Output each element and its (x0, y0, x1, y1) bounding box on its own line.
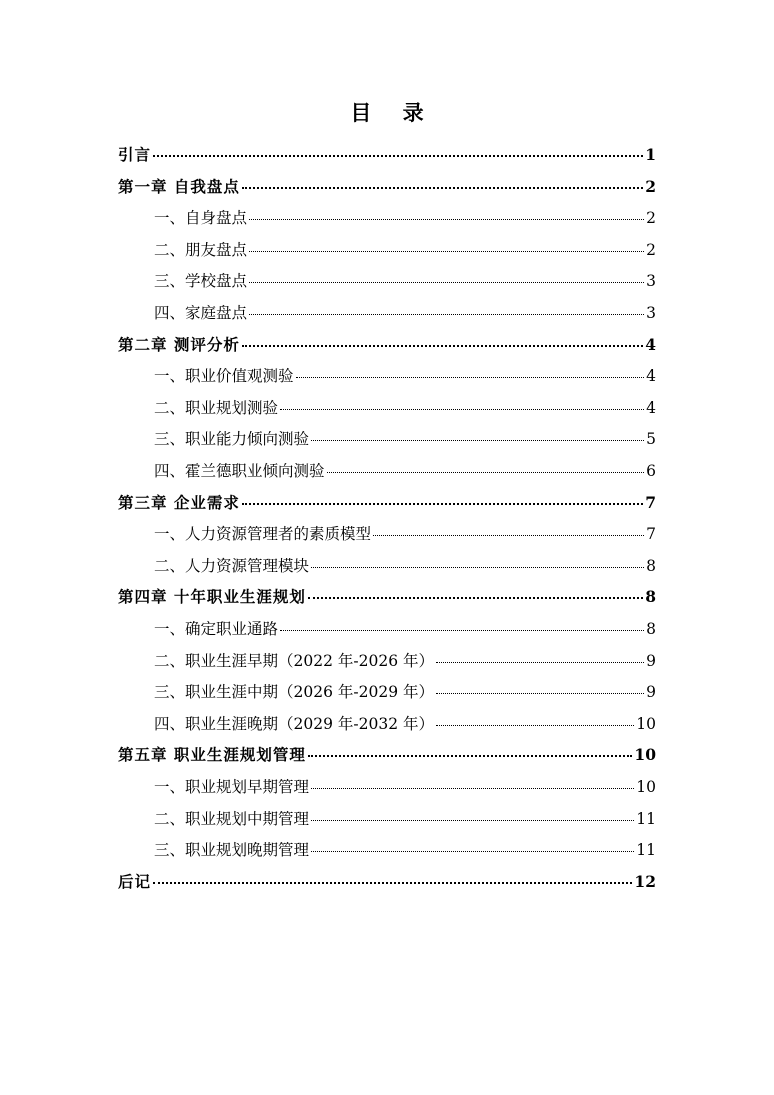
toc-entry-label: 二、职业生涯早期（2022 年-2026 年） (154, 651, 434, 670)
toc-section-entry[interactable] (154, 554, 656, 578)
toc-page-number: 9 (646, 683, 656, 702)
toc-dot-leader (153, 155, 643, 157)
toc-dot-leader (308, 597, 643, 599)
toc-section-entry[interactable] (154, 807, 656, 831)
toc-section-entry[interactable] (154, 649, 656, 673)
toc-section-entry[interactable] (154, 364, 656, 388)
toc-section-entry[interactable] (154, 301, 656, 325)
toc-section-entry[interactable] (154, 269, 656, 293)
toc-dot-leader (311, 851, 634, 852)
toc-page-number: 11 (636, 809, 656, 828)
toc-section-entry[interactable] (154, 838, 656, 862)
toc-page-number: 2 (645, 176, 656, 196)
toc-dot-leader (249, 314, 644, 315)
toc-dot-leader (311, 440, 644, 441)
toc-dot-leader (436, 693, 644, 694)
toc-chapter-entry[interactable] (118, 870, 656, 894)
toc-page-number: 4 (646, 367, 656, 386)
toc-page-number: 7 (646, 525, 656, 544)
toc-chapter-entry[interactable] (118, 143, 656, 167)
toc-dot-leader (280, 409, 644, 410)
toc-dot-leader (296, 377, 645, 378)
toc-entry-label: 第一章 自我盘点 (118, 176, 240, 196)
toc-dot-leader (153, 882, 632, 884)
toc-page-number: 2 (646, 240, 656, 259)
toc-entry-label: 一、自身盘点 (154, 209, 248, 228)
toc-page-number: 3 (646, 272, 656, 291)
toc-dot-leader (311, 820, 634, 821)
toc-dot-leader (242, 345, 643, 347)
toc-section-entry[interactable] (154, 396, 656, 420)
toc-dot-leader (436, 662, 644, 663)
toc-section-entry[interactable] (154, 206, 656, 230)
toc-page-number: 6 (646, 462, 656, 480)
toc-page-number: 2 (646, 209, 656, 228)
toc-chapter-entry[interactable] (118, 175, 656, 199)
toc-dot-leader (249, 282, 644, 283)
toc-page-number: 5 (646, 430, 656, 449)
toc-section-entry[interactable] (154, 617, 656, 641)
toc-entry-label: 三、职业生涯中期（2026 年-2029 年） (154, 683, 434, 702)
toc-page-number: 10 (636, 778, 656, 796)
toc-dot-leader (436, 725, 634, 726)
toc-entry-label: 引言 (118, 145, 152, 164)
toc-entry-label: 二、职业规划测验 (154, 398, 279, 417)
toc-dot-leader (280, 630, 644, 631)
toc-page-number: 4 (645, 334, 656, 354)
toc-dot-leader (242, 187, 643, 189)
toc-entry-label: 一、职业规划早期管理 (154, 778, 310, 796)
toc-page-number: 11 (636, 841, 656, 860)
toc-dot-leader (373, 535, 644, 536)
toc-page-number: 3 (646, 304, 656, 322)
toc-page-number: 12 (634, 871, 656, 891)
toc-entry-label: 四、家庭盘点 (154, 304, 248, 322)
toc-entry-label: 一、人力资源管理者的素质模型 (154, 525, 372, 544)
toc-entry-label: 第二章 测评分析 (118, 334, 240, 354)
toc-entry-label: 三、职业规划晚期管理 (154, 841, 310, 860)
toc-entry-label: 三、职业能力倾向测验 (154, 430, 310, 449)
toc-entry-label: 四、职业生涯晚期（2029 年-2032 年） (154, 714, 434, 733)
toc-page-number: 4 (646, 398, 656, 417)
toc-chapter-entry[interactable] (118, 333, 656, 357)
toc-page-number: 8 (646, 556, 656, 575)
toc-page-number: 10 (636, 714, 656, 733)
toc-entry-label: 二、朋友盘点 (154, 240, 248, 259)
toc-dot-leader (249, 219, 644, 220)
toc-page-number: 1 (645, 145, 656, 164)
toc-chapter-entry[interactable] (118, 585, 656, 609)
toc-page-number: 9 (646, 651, 656, 670)
toc-entry-label: 四、霍兰德职业倾向测验 (154, 462, 325, 480)
toc-section-entry[interactable] (154, 775, 656, 799)
toc-section-entry[interactable] (154, 459, 656, 483)
toc-entry-label: 一、确定职业通路 (154, 620, 279, 638)
toc-section-entry[interactable] (154, 522, 656, 546)
toc-section-entry[interactable] (154, 427, 656, 451)
toc-dot-leader (311, 567, 644, 568)
toc-entry-label: 一、职业价值观测验 (154, 367, 294, 386)
toc-section-entry[interactable] (154, 712, 656, 736)
toc-page-number: 10 (634, 745, 656, 765)
toc-entry-label: 第四章 十年职业生涯规划 (118, 587, 306, 607)
toc-page-number: 8 (645, 587, 656, 607)
toc-dot-leader (242, 503, 643, 505)
toc-dot-leader (311, 788, 634, 789)
toc-page-number: 8 (646, 620, 656, 638)
toc-entry-label: 二、职业规划中期管理 (154, 809, 310, 828)
toc-dot-leader (249, 251, 644, 252)
toc-chapter-entry[interactable] (118, 491, 656, 515)
toc-section-entry[interactable] (154, 238, 656, 262)
toc-entry-label: 第三章 企业需求 (118, 492, 240, 512)
toc-entry-label: 第五章 职业生涯规划管理 (118, 745, 306, 765)
toc-dot-leader (327, 472, 645, 473)
toc-entry-label: 三、学校盘点 (154, 272, 248, 291)
toc-entry-label: 二、人力资源管理模块 (154, 556, 310, 575)
toc-page-number: 7 (645, 492, 656, 512)
toc-chapter-entry[interactable] (118, 743, 656, 767)
toc-entry-label: 后记 (118, 871, 152, 891)
toc-section-entry[interactable] (154, 680, 656, 704)
toc-title: 目 录 (350, 100, 436, 125)
toc-dot-leader (308, 755, 633, 757)
